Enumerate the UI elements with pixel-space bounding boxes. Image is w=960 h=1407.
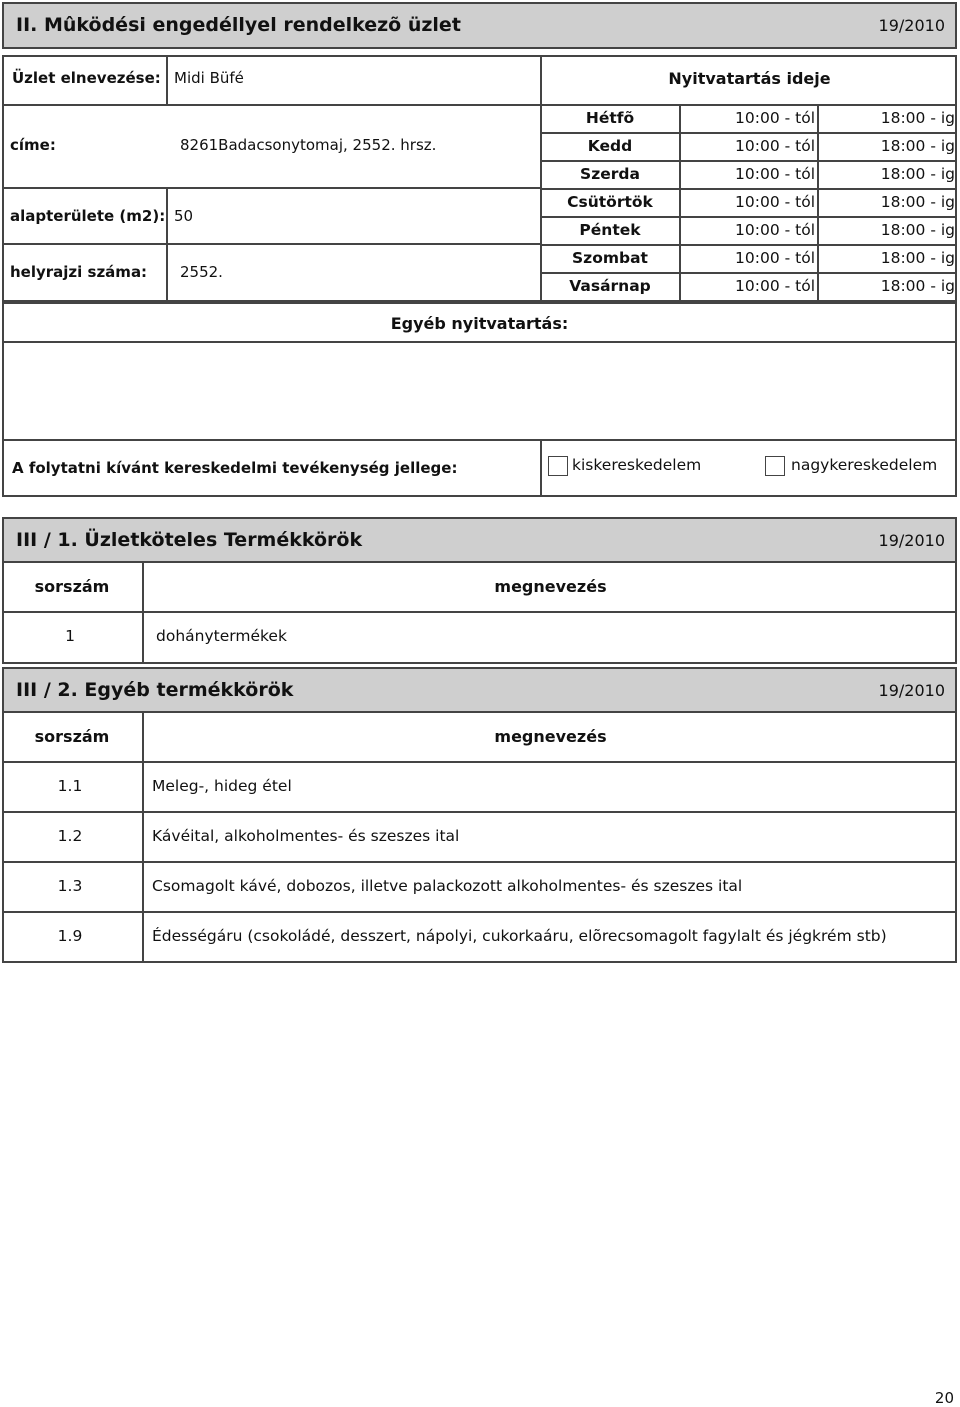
section-3-1-title: III / 1. Üzletköteles Termékkörök xyxy=(16,529,363,551)
other-hours-field[interactable] xyxy=(2,341,957,441)
day-wednesday: Szerda xyxy=(580,165,640,183)
day-friday: Péntek xyxy=(579,221,641,239)
table-row-number: 1.9 xyxy=(57,927,83,945)
table-row-name: Kávéital, alkoholmentes- és szeszes ital xyxy=(152,827,460,845)
shop-name-value: Midi Büfé xyxy=(174,69,244,87)
section-3-2-title: III / 2. Egyéb termékkörök xyxy=(16,679,294,701)
sunday-to: 18:00 - ig xyxy=(880,277,955,295)
wholesale-checkbox[interactable] xyxy=(765,456,785,476)
friday-to: 18:00 - ig xyxy=(880,221,955,239)
table-row-number: 1 xyxy=(65,627,75,645)
column-header-name: megnevezés xyxy=(494,577,607,596)
other-products-table xyxy=(2,711,957,963)
other-hours-label: Egyéb nyitvatartás: xyxy=(390,314,569,333)
saturday-from: 10:00 - tól xyxy=(735,249,815,267)
column-header-number: sorszám xyxy=(34,577,110,596)
table-row-number: 1.3 xyxy=(57,877,83,895)
day-monday: Hétfõ xyxy=(585,109,635,127)
retail-label: kiskereskedelem xyxy=(572,456,702,474)
plot-number-value: 2552. xyxy=(180,263,223,281)
section-3-1-header xyxy=(2,517,957,563)
section-2-header xyxy=(2,2,957,49)
section-3-2-header xyxy=(2,667,957,713)
area-label: alapterülete (m2): xyxy=(10,207,166,225)
sunday-from: 10:00 - tól xyxy=(735,277,815,295)
friday-from: 10:00 - tól xyxy=(735,221,815,239)
wholesale-label: nagykereskedelem xyxy=(791,456,938,474)
day-thursday: Csütörtök xyxy=(567,193,653,211)
thursday-to: 18:00 - ig xyxy=(880,193,955,211)
retail-checkbox[interactable] xyxy=(548,456,568,476)
section-3-1-code: 19/2010 xyxy=(878,531,945,550)
day-tuesday: Kedd xyxy=(587,137,633,155)
area-value: 50 xyxy=(174,207,194,225)
plot-number-label: helyrajzi száma: xyxy=(10,263,148,281)
page-number: 20 xyxy=(934,1389,954,1407)
wednesday-from: 10:00 - tól xyxy=(735,165,815,183)
table-row-number: 1.2 xyxy=(57,827,83,845)
activity-type-label: A folytatni kívánt kereskedelmi tevékenység jellege: xyxy=(12,459,458,477)
address-value: 8261Badacsonytomaj, 2552. hrsz. xyxy=(180,136,437,154)
shop-name-label: Üzlet elnevezése: xyxy=(12,69,161,87)
column-header-number: sorszám xyxy=(34,727,110,746)
day-saturday: Szombat xyxy=(572,249,648,267)
monday-from: 10:00 - tól xyxy=(735,109,815,127)
section-2-title: II. Mûködési engedéllyel rendelkezõ üzlet xyxy=(16,14,461,36)
address-label: címe: xyxy=(10,136,56,154)
day-sunday: Vasárnap xyxy=(569,277,651,295)
monday-to: 18:00 - ig xyxy=(880,109,955,127)
table-row-name: dohánytermékek xyxy=(156,627,287,645)
table-row-name: Csomagolt kávé, dobozos, illetve palackozott alkoholmentes- és szeszes ital xyxy=(152,877,743,895)
thursday-from: 10:00 - tól xyxy=(735,193,815,211)
tuesday-to: 18:00 - ig xyxy=(880,137,955,155)
section-3-2-code: 19/2010 xyxy=(878,681,945,700)
section-2-code: 19/2010 xyxy=(878,16,945,35)
tuesday-from: 10:00 - tól xyxy=(735,137,815,155)
table-row-name: Édességáru (csokoládé, desszert, nápolyi, cukorkaáru, elõrecsomagolt fagylalt és jégkrém stb) xyxy=(152,927,887,945)
opening-hours-title: Nyitvatartás ideje xyxy=(668,69,831,88)
wednesday-to: 18:00 - ig xyxy=(880,165,955,183)
column-header-name: megnevezés xyxy=(494,727,607,746)
table-row-name: Meleg-, hideg étel xyxy=(152,777,292,795)
saturday-to: 18:00 - ig xyxy=(880,249,955,267)
table-row-number: 1.1 xyxy=(57,777,83,795)
